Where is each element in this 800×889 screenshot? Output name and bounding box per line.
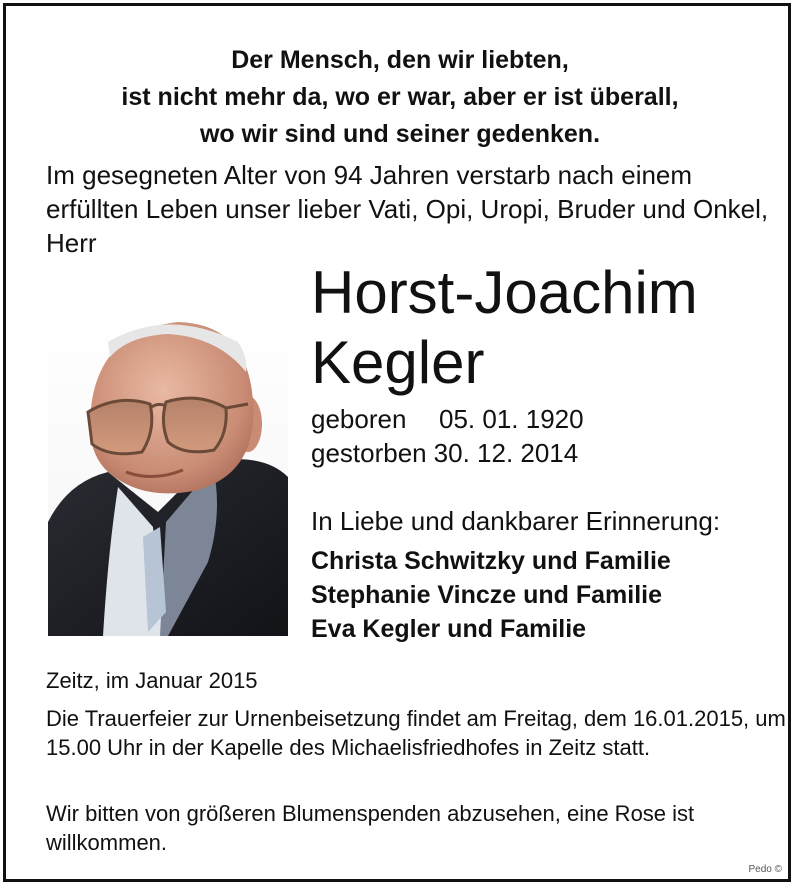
quote-line: ist nicht mehr da, wo er war, aber er ist überall, bbox=[121, 83, 679, 111]
place-date: Zeitz, im Januar 2015 bbox=[46, 668, 258, 693]
mourner-family: Eva Kegler und Familie bbox=[311, 615, 587, 643]
mourner-family: Christa Schwitzky und Familie bbox=[311, 547, 671, 575]
first-name: Horst-Joachim bbox=[311, 259, 698, 326]
mourners-list bbox=[311, 544, 671, 646]
memorial-quote bbox=[6, 42, 794, 153]
birth-date: 05. 01. 1920 bbox=[439, 404, 584, 434]
funeral-service-notice: Die Trauerfeier zur Urnenbeisetzung findet am Freitag, dem 16.01.2015, um 15.00 Uhr in der Kapelle des Michaelisfriedhofes in Zeitz statt. bbox=[46, 706, 786, 760]
death-date: 30. 12. 2014 bbox=[433, 438, 579, 468]
birth-row bbox=[311, 402, 584, 436]
intro-text: Im gesegneten Alter von 94 Jahren verstarb nach einem erfüllten Leben unser lieber Vati, Opi, Uropi, Bruder und Onkel, Herr bbox=[46, 160, 769, 258]
quote-line: Der Mensch, den wir liebten, bbox=[231, 46, 569, 74]
flowers-request: Wir bitten von größeren Blumenspenden abzusehen, eine Rose ist willkommen. bbox=[46, 801, 695, 855]
quote-line: wo wir sind und seiner gedenken. bbox=[199, 120, 601, 148]
portrait-photo bbox=[48, 312, 288, 636]
life-dates bbox=[311, 402, 584, 470]
mourner-family: Stephanie Vincze und Familie bbox=[311, 581, 663, 609]
credit-mark: Pedo © bbox=[748, 864, 782, 875]
birth-label: geboren bbox=[311, 404, 407, 434]
deceased-name bbox=[311, 258, 698, 398]
death-row bbox=[311, 436, 584, 470]
memory-line: In Liebe und dankbarer Erinnerung: bbox=[311, 506, 721, 536]
portrait-image bbox=[48, 312, 288, 636]
death-label: gestorben bbox=[311, 438, 427, 468]
obituary-card bbox=[3, 3, 791, 882]
last-name: Kegler bbox=[311, 329, 485, 396]
